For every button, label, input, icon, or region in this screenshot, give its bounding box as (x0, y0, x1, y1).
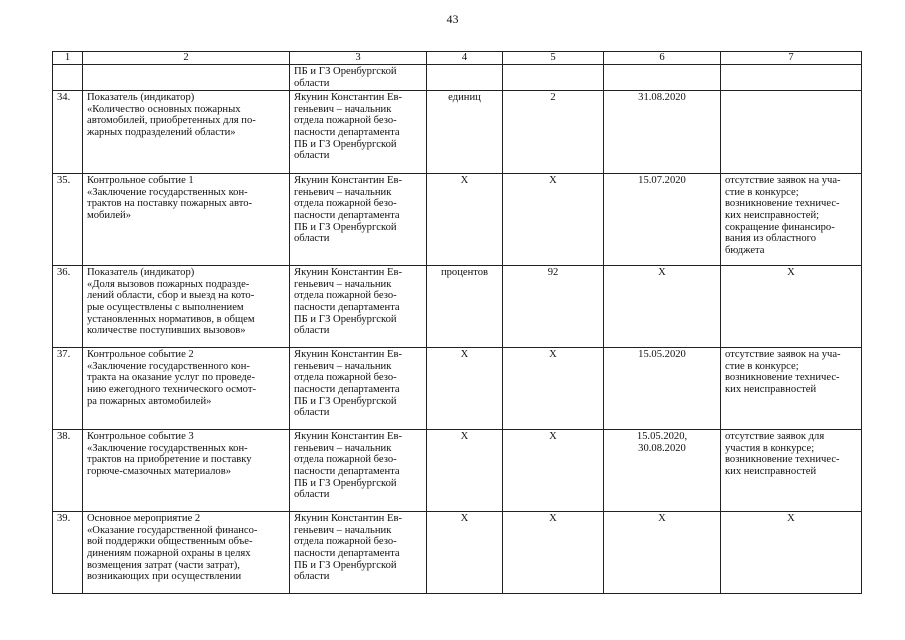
header-cell: 4 (427, 52, 503, 65)
event-description: Контрольное событие 3 «Заключение государственных кон- трактов на приобретение и поставку горюче-смазочных материалов» (83, 430, 290, 512)
row-number: 35. (53, 174, 83, 266)
row-number: 38. (53, 430, 83, 512)
responsible-person: Якунин Константин Ев- геньевич – начальник отдела пожарной безо- пасности департамента ПБ и ГЗ Оренбургской области (290, 512, 427, 594)
header-cell: 1 (53, 52, 83, 65)
unit-cell: Х (427, 348, 503, 430)
date-cell (604, 65, 721, 91)
row-number: 37. (53, 348, 83, 430)
unit-cell: процентов (427, 266, 503, 348)
unit-cell: Х (427, 174, 503, 266)
table-row (53, 512, 862, 594)
date-cell: 31.08.2020 (604, 91, 721, 174)
header-cell: 6 (604, 52, 721, 65)
row-number (53, 65, 83, 91)
table-row (53, 65, 862, 91)
responsible-person: ПБ и ГЗ Оренбургской области (290, 65, 427, 91)
event-description: Контрольное событие 1 «Заключение государственных кон- трактов на поставку пожарных авто- мобилей» (83, 174, 290, 266)
header-cell: 7 (721, 52, 862, 65)
risk-cell: отсутствие заявок для участия в конкурсе; возникновение техничес- ких неисправностей (721, 430, 862, 512)
row-number: 34. (53, 91, 83, 174)
header-row (53, 52, 862, 65)
risk-cell (721, 65, 862, 91)
date-cell: 15.07.2020 (604, 174, 721, 266)
responsible-person: Якунин Константин Ев- геньевич – начальник отдела пожарной безо- пасности департамента ПБ и ГЗ Оренбургской области (290, 174, 427, 266)
header-cell: 5 (503, 52, 604, 65)
value-cell: 2 (503, 91, 604, 174)
event-description: Показатель (индикатор) «Доля вызовов пожарных подразде- лений области, сбор и выезд на кото- рые осуществлены с выполнением установленных нормативов, в общем количестве поступивших вызовов» (83, 266, 290, 348)
event-description: Показатель (индикатор) «Количество основных пожарных автомобилей, приобретенных для по- жарных подразделений области» (83, 91, 290, 174)
table-row (53, 174, 862, 266)
header-cell: 3 (290, 52, 427, 65)
event-description: Основное мероприятие 2 «Оказание государственной финансо- вой поддержки общественным объе- динениям пожарной охраны в целях возмещения затрат (части затрат), возникающих при осуществлении (83, 512, 290, 594)
value-cell: Х (503, 348, 604, 430)
row-number: 39. (53, 512, 83, 594)
responsible-person: Якунин Константин Ев- геньевич – начальник отдела пожарной безо- пасности департамента ПБ и ГЗ Оренбургской области (290, 348, 427, 430)
table-row (53, 348, 862, 430)
page-number: 43 (446, 12, 459, 26)
unit-cell (427, 65, 503, 91)
event-description (83, 65, 290, 91)
value-cell: Х (503, 430, 604, 512)
value-cell: 92 (503, 266, 604, 348)
unit-cell: единиц (427, 91, 503, 174)
unit-cell: Х (427, 512, 503, 594)
table-row (53, 430, 862, 512)
event-description: Контрольное событие 2 «Заключение государственного кон- тракта на оказание услуг по проведе- нию ежегодного технического осмот- ра пожарных автомобилей» (83, 348, 290, 430)
value-cell (503, 65, 604, 91)
risk-cell (721, 91, 862, 174)
responsible-person: Якунин Константин Ев- геньевич – начальник отдела пожарной безо- пасности департамента ПБ и ГЗ Оренбургской области (290, 266, 427, 348)
date-cell: 15.05.2020 (604, 348, 721, 430)
table-row (53, 91, 862, 174)
risk-cell: отсутствие заявок на уча- стие в конкурсе; возникновение техничес- ких неисправностей; сокращение финансиро- вания из областного бюджета (721, 174, 862, 266)
header-cell: 2 (83, 52, 290, 65)
table-row (53, 266, 862, 348)
risk-cell: Х (721, 266, 862, 348)
risk-cell: отсутствие заявок на уча- стие в конкурсе; возникновение техничес- ких неисправностей (721, 348, 862, 430)
value-cell: Х (503, 174, 604, 266)
row-number: 36. (53, 266, 83, 348)
plan-table (52, 51, 862, 594)
date-cell: 15.05.2020, 30.08.2020 (604, 430, 721, 512)
risk-cell: Х (721, 512, 862, 594)
date-cell: Х (604, 512, 721, 594)
responsible-person: Якунин Константин Ев- геньевич – начальник отдела пожарной безо- пасности департамента ПБ и ГЗ Оренбургской области (290, 430, 427, 512)
date-cell: Х (604, 266, 721, 348)
responsible-person: Якунин Константин Ев- геньевич – начальник отдела пожарной безо- пасности департамента ПБ и ГЗ Оренбургской области (290, 91, 427, 174)
value-cell: Х (503, 512, 604, 594)
unit-cell: Х (427, 430, 503, 512)
